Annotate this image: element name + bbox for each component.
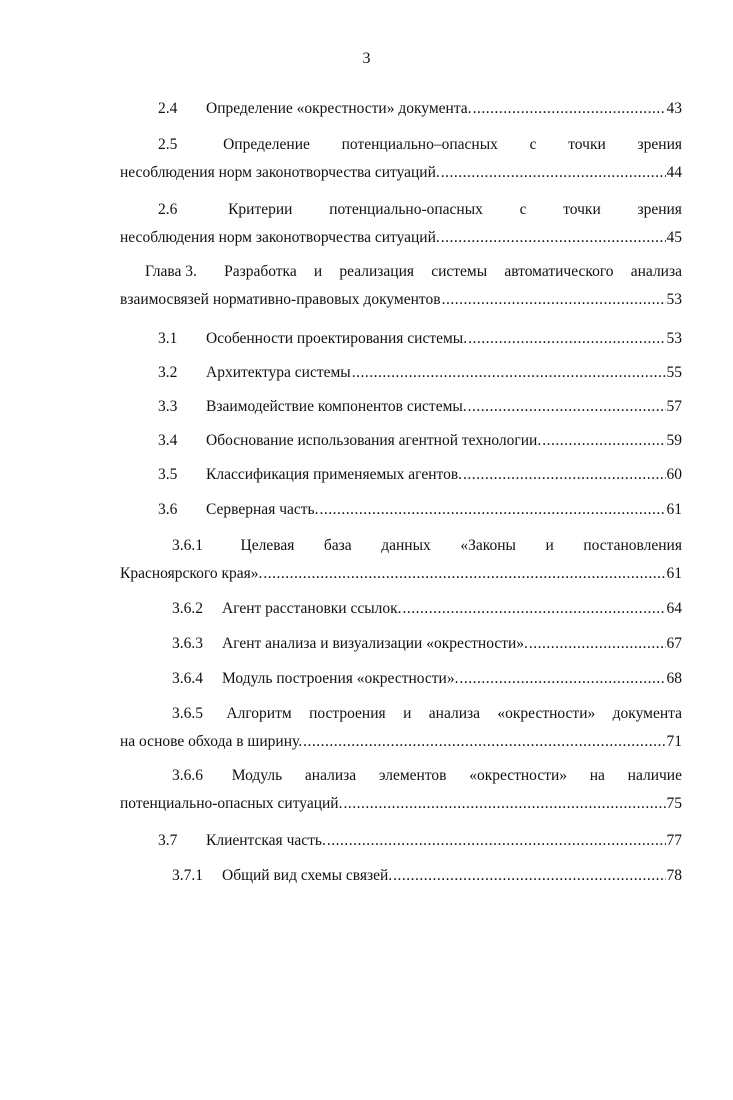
toc-entry-2-6[interactable]: 2.6 Критерии потенциально-опасных с точки зрения несоблюдения норм законотворчества ситуаций. ..... 45 xyxy=(120,201,682,247)
toc-entry-page: 57 xyxy=(666,398,682,415)
toc-entry-page: 59 xyxy=(666,432,682,449)
toc-entry-3-1[interactable] xyxy=(120,330,682,348)
leader-dots xyxy=(468,398,666,416)
toc-entry-page: 67 xyxy=(666,635,682,652)
toc-entry-number: 3.6.2 xyxy=(172,600,203,617)
toc-entry-3-2[interactable] xyxy=(120,364,682,382)
toc-entry-page: 71 xyxy=(666,733,682,750)
toc-entry-3-7-1[interactable] xyxy=(120,867,682,885)
toc-entry-title-cont: Красноярского края». xyxy=(120,565,263,582)
toc-entry-title: Общий вид схемы связей. xyxy=(222,867,393,884)
leader-dots xyxy=(303,733,665,751)
toc-entry-title-cont: потенциально-опасных ситуаций. xyxy=(120,795,343,812)
toc-entry-page: 43 xyxy=(666,100,682,117)
toc-entry-title: Определение «окрестности» документа. xyxy=(206,100,472,117)
toc-entry-title: Архитектура системы xyxy=(206,364,351,381)
page-number: 3 xyxy=(362,50,371,67)
toc-entry-title: Модуль построения «окрестности». xyxy=(222,670,459,687)
toc-entry-page: 53 xyxy=(666,291,682,308)
leader-dots xyxy=(463,466,665,484)
toc-entry-3-3[interactable] xyxy=(120,398,682,416)
toc-entry-page: 77 xyxy=(666,832,682,849)
toc-entry-2-5[interactable]: 2.5 Определение потенциально–опасных с точки зрения несоблюдения норм законотворчества ситуаций. ..... 44 xyxy=(120,136,682,182)
toc-entry-number: 3.7.1 xyxy=(172,867,203,884)
toc-entry-title: Клиентская часть. xyxy=(206,832,326,849)
toc-entry-3-6-2[interactable] xyxy=(120,600,682,618)
toc-entry-3-6-3[interactable] xyxy=(120,635,682,653)
toc-entry-page: 53 xyxy=(666,330,682,347)
toc-entry-number: 3.4 xyxy=(158,432,178,449)
leader-dots xyxy=(473,100,666,118)
toc-entry-page: 61 xyxy=(666,565,682,582)
leader-dots xyxy=(343,795,665,813)
toc-entry-number: 2.6 xyxy=(158,201,178,218)
toc-entry-number: 3.2 xyxy=(158,364,178,381)
toc-entry-title-cont: несоблюдения норм законотворчества ситуаций. xyxy=(120,229,440,246)
leader-dots xyxy=(403,600,666,618)
toc-entry-3-6-1[interactable]: 3.6.1 Целевая база данных «Законы и постановления Красноярского края». ..... 61 xyxy=(120,537,682,583)
toc-entry-title: Агент анализа и визуализации «окрестности». xyxy=(222,635,528,652)
toc-entry-3-6-5[interactable]: 3.6.5 Алгоритм построения и анализа «окрестности» документа на основе обхода в ширину. ..... 71 xyxy=(120,705,682,751)
toc-entry-number: 2.5 xyxy=(158,136,178,153)
toc-entry-number: 3.3 xyxy=(158,398,178,415)
toc-entry-page: 45 xyxy=(666,229,682,246)
leader-dots xyxy=(542,432,665,450)
toc-entry-title: Взаимодействие компонентов системы. xyxy=(206,398,467,415)
toc-entry-title-cont: несоблюдения норм законотворчества ситуаций. xyxy=(120,164,440,181)
toc-entry-page: 60 xyxy=(666,466,682,483)
toc-entry-page: 75 xyxy=(666,795,682,812)
toc-entry-chapter-3[interactable]: Глава 3. Разработка и реализация системы автоматического анализа взаимосвязей нормативно-правовых документов ..... 53 xyxy=(120,263,682,309)
leader-dots xyxy=(441,164,666,182)
toc-entry-title: Агент расстановки ссылок. xyxy=(222,600,402,617)
toc-entry-number: 3.6.6 xyxy=(172,767,203,784)
toc-entry-3-6[interactable] xyxy=(120,501,682,519)
toc-entry-page: 68 xyxy=(666,670,682,687)
toc-entry-page: 44 xyxy=(666,164,682,181)
leader-dots xyxy=(352,364,666,382)
leader-dots xyxy=(393,867,665,885)
toc-entry-number: 2.4 xyxy=(158,100,178,117)
leader-dots xyxy=(468,330,665,348)
leader-dots xyxy=(441,229,666,247)
toc-entry-number: Глава 3. xyxy=(145,263,197,280)
toc-entry-title: Особенности проектирования системы. xyxy=(206,330,468,347)
leader-dots xyxy=(442,291,666,309)
toc-entry-number: 3.5 xyxy=(158,466,178,483)
toc-entry-number: 3.1 xyxy=(158,330,178,347)
toc-entry-title: Серверная часть. xyxy=(206,501,319,518)
leader-dots xyxy=(529,635,666,653)
leader-dots xyxy=(263,565,665,583)
toc-entry-number: 3.6.3 xyxy=(172,635,203,652)
toc-entry-number: 3.6 xyxy=(158,501,178,518)
toc-entry-3-4[interactable] xyxy=(120,432,682,450)
toc-entry-page: 64 xyxy=(666,600,682,617)
leader-dots xyxy=(459,670,665,688)
leader-dots xyxy=(327,832,666,850)
toc-entry-title: Обоснование использования агентной технологии. xyxy=(206,432,542,449)
toc-entry-number: 3.6.1 xyxy=(172,537,203,554)
toc-entry-3-6-6[interactable]: 3.6.6 Модуль анализа элементов «окрестности» на наличие потенциально-опасных ситуаций. ..... 75 xyxy=(120,767,682,813)
toc-entry-3-6-4[interactable] xyxy=(120,670,682,688)
toc-entry-title: Классификация применяемых агентов. xyxy=(206,466,463,483)
toc-entry-page: 55 xyxy=(666,364,682,381)
toc-entry-3-7[interactable] xyxy=(120,832,682,850)
toc-entry-number: 3.6.4 xyxy=(172,670,203,687)
leader-dots xyxy=(319,501,665,519)
toc-entry-title-cont: на основе обхода в ширину. xyxy=(120,733,303,750)
toc-entry-page: 61 xyxy=(666,501,682,518)
toc-entry-number: 3.6.5 xyxy=(172,705,203,722)
toc-entry-number: 3.7 xyxy=(158,832,178,849)
toc-entry-2-4[interactable] xyxy=(120,100,682,118)
toc-entry-page: 78 xyxy=(666,867,682,884)
toc-entry-title-cont: взаимосвязей нормативно-правовых документов xyxy=(120,291,441,308)
toc-entry-3-5[interactable] xyxy=(120,466,682,484)
